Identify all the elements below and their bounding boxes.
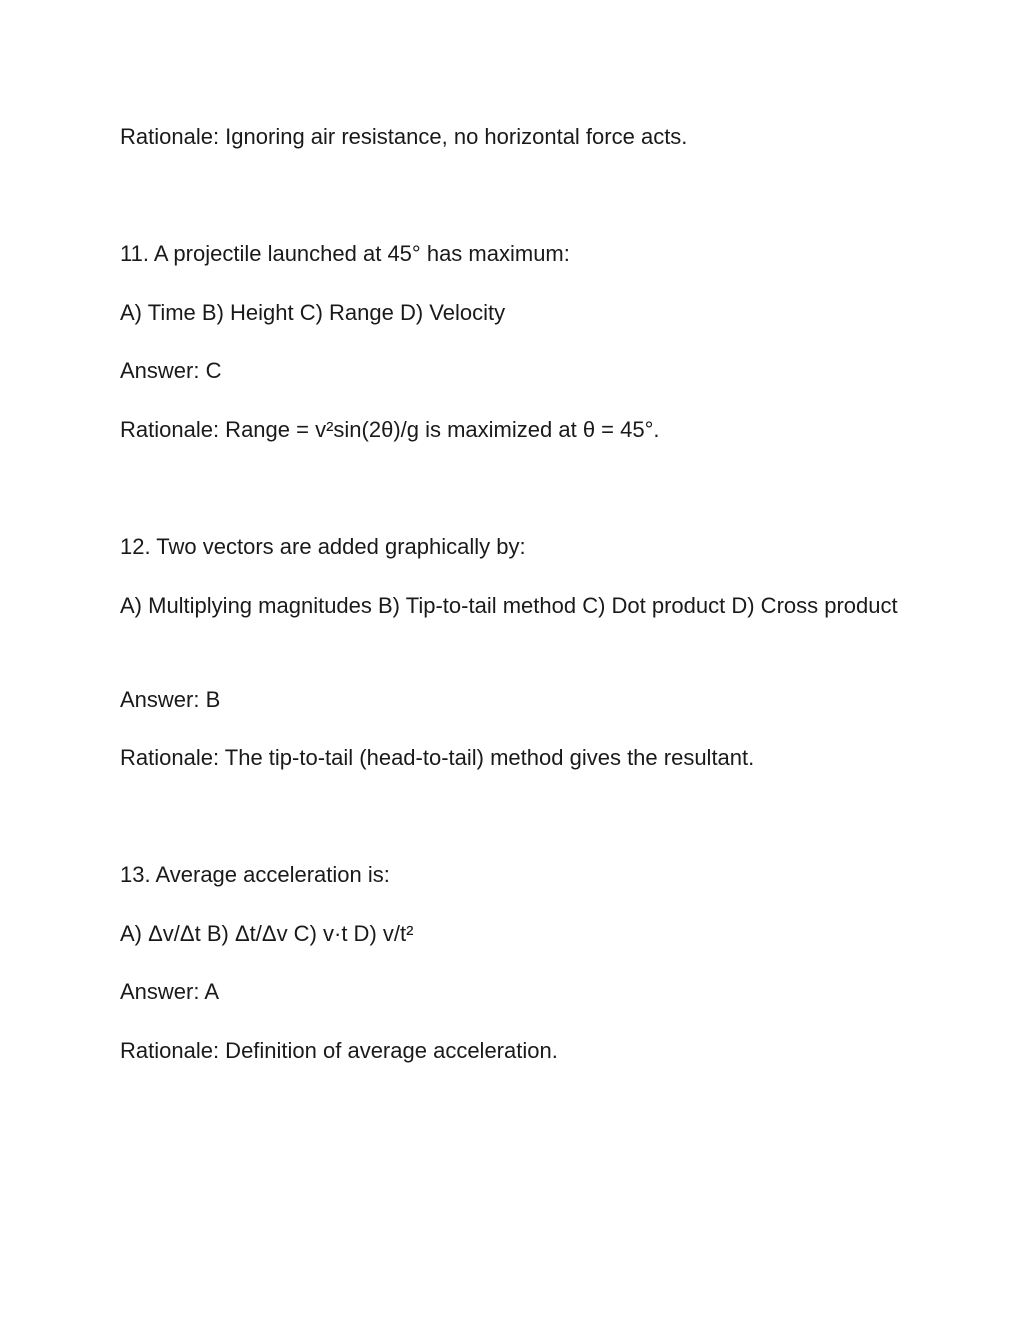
- rationale-11: Rationale: Range = v²sin(2θ)/g is maximized at θ = 45°.: [120, 417, 660, 442]
- question-13: 13. Average acceleration is:: [120, 862, 390, 887]
- answer-12: Answer: B: [120, 687, 221, 712]
- options-11: A) Time B) Height C) Range D) Velocity: [120, 300, 506, 325]
- rationale-10: Rationale: Ignoring air resistance, no horizontal force acts.: [120, 124, 688, 149]
- rationale-12: Rationale: The tip-to-tail (head-to-tail) method gives the resultant.: [120, 745, 755, 770]
- answer-11: Answer: C: [120, 358, 222, 383]
- question-12: 12. Two vectors are added graphically by:: [120, 534, 526, 559]
- options-12: A) Multiplying magnitudes B) Tip-to-tail method C) Dot product D) Cross product: [120, 593, 898, 618]
- options-13: A) Δv/Δt B) Δt/Δv C) v·t D) v/t²: [120, 921, 414, 946]
- question-11: 11. A projectile launched at 45° has maximum:: [120, 241, 570, 266]
- rationale-13: Rationale: Definition of average acceleration.: [120, 1038, 558, 1063]
- answer-13: Answer: A: [120, 979, 220, 1004]
